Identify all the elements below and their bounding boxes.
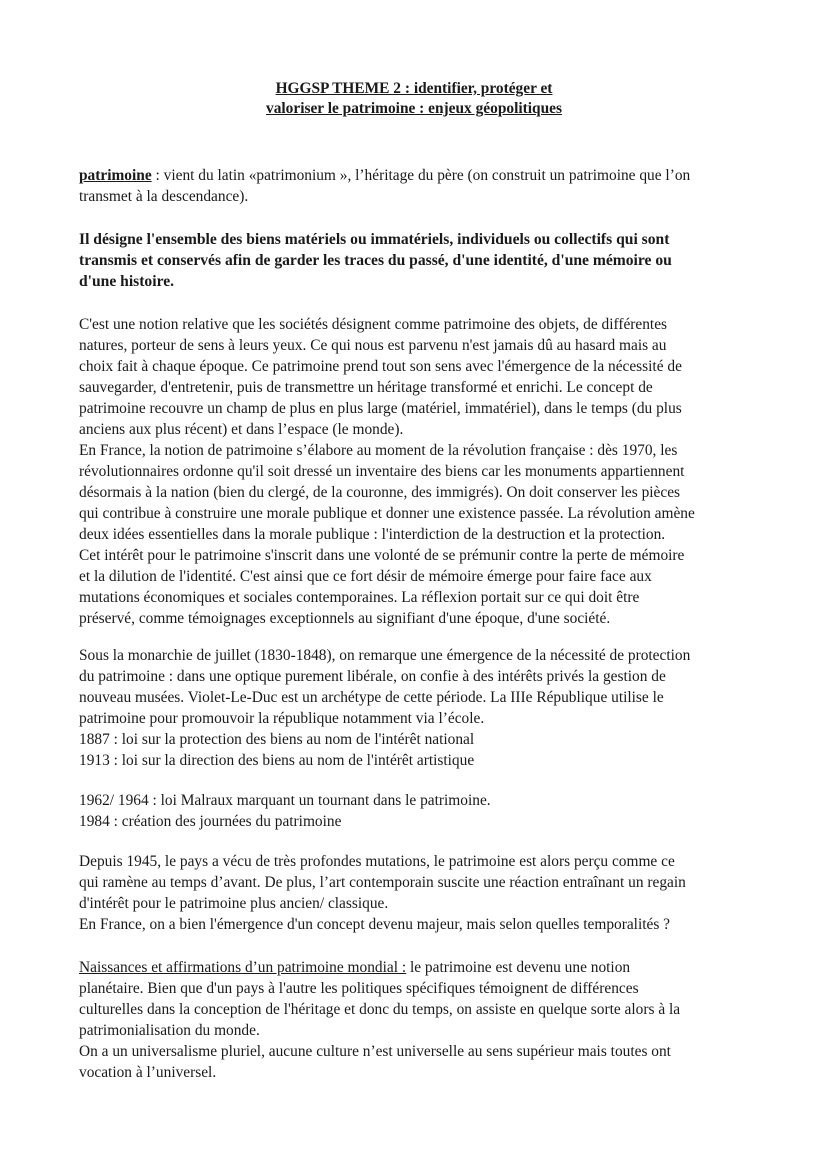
text-line: anciens aux plus récent) et dans l’espace (le monde).	[79, 421, 404, 438]
text-line: mutations économiques et sociales contemporaines. La réflexion portait sur ce qui doit être	[79, 589, 640, 606]
text-line: patrimoine pour promouvoir la république notamment via l’école.	[79, 710, 485, 727]
text-line: vocation à l’universel.	[79, 1064, 217, 1081]
text-line: En France, on a bien l'émergence d'un concept devenu majeur, mais selon quelles temporalités ?	[79, 916, 670, 933]
text-line: d'intérêt pour le patrimoine plus ancien/ classique.	[79, 895, 389, 912]
text-line: nouveau musées. Violet-Le-Duc est un archétype de cette période. La IIIe République utilise le	[79, 689, 664, 706]
bold-line: Il désigne l'ensemble des biens matériels ou immatériels, individuels ou collectifs qui sont	[79, 231, 670, 248]
section-heading: Naissances et affirmations d’un patrimoine mondial :	[79, 959, 407, 976]
paragraph-2	[79, 645, 747, 771]
paragraph-4	[79, 851, 747, 935]
text-line: 1984 : création des journées du patrimoine	[79, 813, 342, 830]
paragraph-3	[79, 790, 747, 832]
bold-definition-paragraph	[79, 229, 747, 292]
paragraph-1	[79, 314, 747, 629]
text-line: Sous la monarchie de juillet (1830-1848), on remarque une émergence de la nécessité de protection	[79, 647, 691, 664]
definition-text-line-2: transmet à la descendance).	[79, 188, 249, 205]
page-title	[0, 79, 828, 119]
text-line: et la dilution de l'identité. C'est ainsi que ce fort désir de mémoire émerge pour faire face aux	[79, 568, 652, 585]
bold-line: d'une histoire.	[79, 273, 175, 290]
text-line: du patrimoine : dans une optique purement libérale, on confie à des intérêts privés la gestion de	[79, 668, 666, 685]
title-line-2: valoriser le patrimoine : enjeux géopolitiques	[266, 100, 562, 117]
text-line: sauvegarder, d'entretenir, puis de transmettre un héritage transformé et enrichi. Le concept de	[79, 379, 653, 396]
text-line: On a un universalisme pluriel, aucune culture n’est universelle au sens supérieur mais toutes ont	[79, 1043, 671, 1060]
text-line: En France, la notion de patrimoine s’élabore au moment de la révolution française : dès 1970, les	[79, 442, 678, 459]
text-line: préservé, comme témoignages exceptionnels au signifiant d'une époque, d'une société.	[79, 610, 611, 627]
text-line: choix fait à chaque époque. Ce patrimoine prend tout son sens avec l'émergence de la nécessité de	[79, 358, 682, 375]
definition-term: patrimoine	[79, 167, 152, 184]
text-line: deux idées essentielles dans la morale publique : l'interdiction de la destruction et la protection.	[79, 526, 666, 543]
text-line: Cet intérêt pour le patrimoine s'inscrit dans une volonté de se prémunir contre la perte de mémoire	[79, 547, 685, 564]
text-line: 1962/ 1964 : loi Malraux marquant un tournant dans le patrimoine.	[79, 792, 491, 809]
text-line: natures, porteur de sens à leurs yeux. Ce qui nous est parvenu n'est jamais dû au hasard mais au	[79, 337, 667, 354]
text-line: le patrimoine est devenu une notion	[406, 959, 631, 976]
text-line: patrimoine recouvre un champ de plus en plus large (matériel, immatériel), dans le temps (du plus	[79, 400, 682, 417]
definition-paragraph	[79, 165, 747, 207]
text-line: Depuis 1945, le pays a vécu de très profondes mutations, le patrimoine est alors perçu comme ce	[79, 853, 675, 870]
paragraph-5	[79, 957, 747, 1083]
text-line: C'est une notion relative que les sociétés désignent comme patrimoine des objets, de différentes	[79, 316, 668, 333]
definition-text: : vient du latin «patrimonium », l’héritage du père (on construit un patrimoine que l’on	[151, 167, 691, 184]
text-line: désormais à la nation (bien du clergé, de la couronne, des immigrés). On doit conserver les pièces	[79, 484, 681, 501]
text-line: patrimonialisation du monde.	[79, 1022, 260, 1039]
text-line: 1913 : loi sur la direction des biens au nom de l'intérêt artistique	[79, 752, 475, 769]
text-line: culturelles dans la conception de l'héritage et donc du temps, on assiste en quelque sorte alors à la	[79, 1001, 681, 1018]
text-line: qui ramène au temps d’avant. De plus, l’art contemporain suscite une réaction entraînant un regain	[79, 874, 686, 891]
text-line: planétaire. Bien que d'un pays à l'autre les politiques spécifiques témoignent de différences	[79, 980, 639, 997]
title-line-1: HGGSP THEME 2 : identifier, protéger et	[275, 80, 553, 97]
text-line: révolutionnaires ordonne qu'il soit dressé un inventaire des biens car les monuments appartiennent	[79, 463, 685, 480]
text-line: 1887 : loi sur la protection des biens au nom de l'intérêt national	[79, 731, 475, 748]
bold-line: transmis et conservés afin de garder les traces du passé, d'une identité, d'une mémoire ou	[79, 252, 672, 269]
text-line: qui contribue à construire une morale publique et donner une existence passée. La révolution amène	[79, 505, 695, 522]
